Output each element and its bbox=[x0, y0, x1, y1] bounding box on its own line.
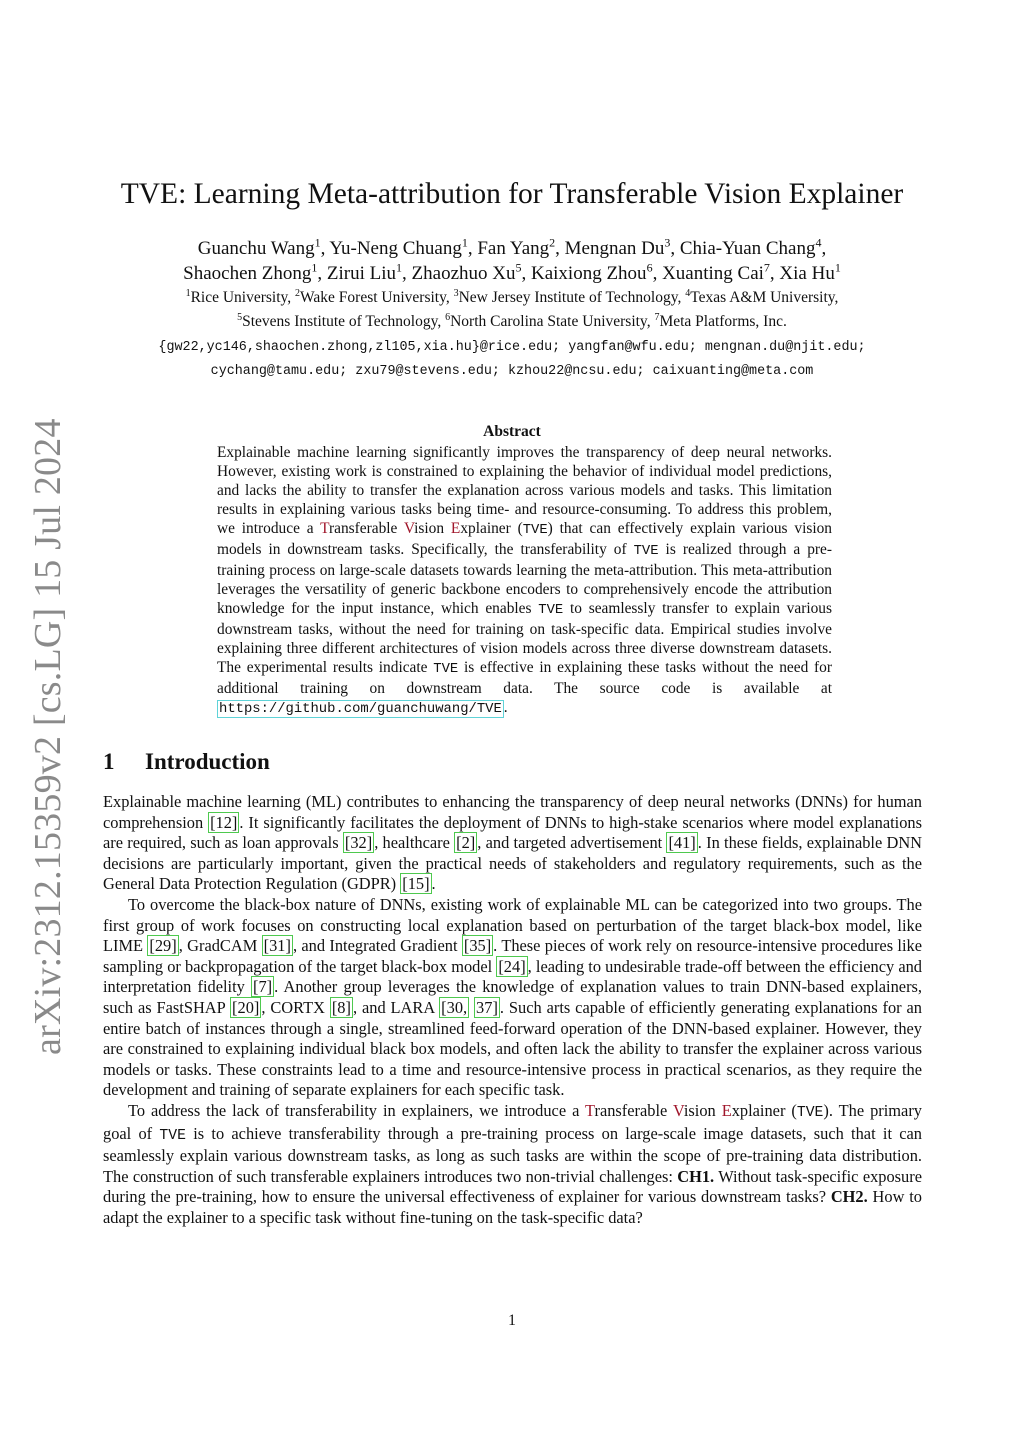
citation-link[interactable]: [12] bbox=[210, 812, 238, 832]
affiliation-name: Wake Forest University bbox=[300, 289, 446, 306]
abstract-heading: Abstract bbox=[483, 423, 541, 440]
citation-link[interactable]: [29] bbox=[149, 936, 177, 956]
author-name: Kaixiong Zhou bbox=[530, 263, 647, 284]
section-heading bbox=[103, 746, 270, 778]
email-line: {gw22,yc146,shaochen.zhong,zl105,xia.hu}@rice.edu; yangfan@wfu.edu; mengnan.du@njit.edu; bbox=[158, 340, 866, 355]
text-run: . In these fields, explainable DNN decisions are particularly important, given the practical needs of stakeholders and regulatory requirements, such as the General Data Protection Regulation (GDPR) bbox=[103, 833, 923, 894]
affiliation-name: New Jersey Institute of Technology bbox=[458, 289, 678, 306]
citation-link[interactable]: [32] bbox=[344, 833, 373, 853]
text-run: is effective in explaining these tasks without the need for additional training on downstream data. The source code is available at bbox=[217, 659, 832, 697]
author-name: Xuanting Cai bbox=[662, 263, 764, 284]
author-name: Shaochen Zhong bbox=[183, 263, 312, 284]
email-line: cychang@tamu.edu; zxu79@stevens.edu; kzhou22@ncsu.edu; caixuanting@meta.com bbox=[210, 364, 814, 379]
acronym-letter: T bbox=[320, 520, 330, 537]
author-name: Mengnan Du bbox=[564, 238, 665, 259]
affiliation-line: $^5$Stevens Institute of Technology, $^6$North Carolina State University, $^7$Meta Platforms, Inc. bbox=[237, 311, 787, 330]
author-name: Fan Yang bbox=[477, 238, 550, 259]
author-affiliation-marker: 1 bbox=[834, 260, 841, 275]
author-affiliation-marker: 3 bbox=[664, 235, 671, 250]
citation-link[interactable]: [30, bbox=[441, 997, 468, 1017]
author-name: Guanchu Wang bbox=[197, 238, 315, 259]
paragraph bbox=[103, 895, 922, 1101]
citation-link[interactable]: [24] bbox=[498, 956, 526, 976]
affiliation-marker: 6 bbox=[445, 311, 451, 323]
affiliation-line: $^1$Rice University, $^2$Wake Forest University, $^3$New Jersey Institute of Technology, $^4$Texas A&M University, bbox=[185, 287, 839, 306]
author-affiliation-marker: 1 bbox=[311, 260, 318, 275]
acronym-letter: V bbox=[403, 520, 415, 537]
text-run: To overcome the black-box nature of DNNs, existing work of explainable ML can be categorized into two groups. The first group of work focuses on constructing local explanation based on perturbation of the target black-box model, like LIME bbox=[103, 894, 922, 956]
text-run: Explainable machine learning significantly improves the transparency of deep neural networks. However, existing work is constrained to explaining the behavior of individual model predictions, and lacks the ability to transfer the explanation across various models and tasks. This limitation results in explaining various tasks being time- and resource-consuming. To address this problem, we introduce a bbox=[217, 444, 832, 537]
page-number: 1 bbox=[508, 1312, 516, 1329]
acronym-letter: E bbox=[721, 1100, 732, 1120]
citation-link[interactable]: [35] bbox=[463, 936, 492, 956]
arxiv-identifier: arXiv:2312.15359v2 [cs.LG] 15 Jul 2024 bbox=[27, 418, 69, 1055]
abstract-body bbox=[217, 443, 832, 719]
acronym-letter: E bbox=[450, 520, 461, 537]
source-code-link[interactable]: https://github.com/guanchuwang/TVE bbox=[219, 701, 502, 717]
text-run: ransferable bbox=[594, 1100, 673, 1120]
affiliation-name: Meta Platforms, Inc. bbox=[659, 313, 787, 330]
affiliation-marker: 5 bbox=[237, 311, 243, 323]
affiliation-name: Stevens Institute of Technology bbox=[242, 313, 438, 330]
affiliation-name: Rice University bbox=[190, 289, 288, 306]
text-run: . Another group leverages the knowledge of explanation values to train DNN-based explainers, such as FastSHAP bbox=[103, 977, 922, 1017]
text-run: is to achieve transferability through a pre-training process on large-scale image datasets, such that it can seamlessly explain various downstream tasks, as long as such tasks are within the scope of pre-training data distribution. The construction of such transferable explainers introduces two non-trivial challenges: bbox=[103, 1123, 922, 1186]
affiliation-marker: 1 bbox=[185, 287, 191, 299]
text-run: , leading to undesirable trade-off between the efficiency and interpretation fidelity bbox=[103, 956, 922, 997]
author-affiliation-marker: 1 bbox=[314, 235, 321, 250]
author-line: Guanchu Wang$^1$, Yu-Neng Chuang$^1$, Fan Yang$^2$, Mengnan Du$^3$, Chia-Yuan Chang$^4$, bbox=[197, 235, 827, 259]
acronym-letter: V bbox=[672, 1100, 684, 1120]
affiliation-marker: 2 bbox=[295, 287, 301, 299]
citation-link[interactable]: 37] bbox=[476, 997, 498, 1017]
citation-link[interactable]: [8] bbox=[331, 997, 351, 1017]
email-list bbox=[0, 336, 1024, 384]
text-run: ) that can effectively explain various vision models in downstream tasks. Specifically, the transferability of bbox=[217, 520, 832, 558]
citation-link[interactable]: [31] bbox=[263, 936, 291, 956]
author-name: Zirui Liu bbox=[326, 263, 397, 284]
text-run: to seamlessly transfer to explain various downstream tasks, without the need for training on task-specific data. Empirical studies involve explaining three different architectures of vision models across three diverse downstream datasets. The experimental results indicate bbox=[217, 600, 832, 676]
text-run: . bbox=[431, 874, 436, 894]
challenge-label: CH2. bbox=[830, 1187, 868, 1207]
citation-link[interactable]: [20] bbox=[232, 997, 260, 1017]
affiliation-marker: 4 bbox=[685, 287, 691, 299]
author-affiliation-marker: 4 bbox=[815, 235, 822, 250]
author-affiliation-marker: 1 bbox=[396, 260, 403, 275]
text-run: How to adapt the explainer to a specific task without fine-tuning on the task-specific data? bbox=[103, 1187, 922, 1227]
affiliation-list bbox=[0, 286, 1024, 334]
author-affiliation-marker: 5 bbox=[515, 260, 522, 275]
text-run: ). The primary goal of bbox=[103, 1100, 922, 1143]
citation-link[interactable]: [15] bbox=[402, 874, 430, 894]
author-affiliation-marker: 2 bbox=[549, 235, 556, 250]
text-run: , CORTX bbox=[261, 997, 330, 1017]
text-run: xplainer ( bbox=[460, 520, 523, 537]
text-run: Explainable machine learning (ML) contributes to enhancing the transparency of deep neural networks (DNNs) for human comprehension bbox=[103, 792, 922, 832]
text-run: . bbox=[503, 699, 508, 716]
citation-link[interactable]: [7] bbox=[253, 977, 273, 997]
method-name: TVE bbox=[538, 602, 564, 618]
method-name: TVE bbox=[522, 522, 548, 538]
author-name: Zhaozhuo Xu bbox=[411, 263, 516, 284]
text-run: . It significantly facilitates the deployment of DNNs to high-stake scenarios where model explanations are required, such as loan approvals bbox=[103, 812, 923, 853]
method-name: TVE bbox=[796, 1104, 824, 1121]
text-run: , healthcare bbox=[374, 833, 455, 853]
author-affiliation-marker: 1 bbox=[461, 235, 468, 250]
acronym-letter: T bbox=[585, 1100, 595, 1120]
citation-link[interactable]: [2] bbox=[456, 833, 476, 853]
method-name: TVE bbox=[433, 661, 459, 677]
section-number: 1 bbox=[103, 749, 115, 774]
author-name: Chia-Yuan Chang bbox=[679, 238, 816, 259]
paragraph bbox=[103, 792, 922, 895]
text-run: ision bbox=[683, 1100, 722, 1120]
text-run: ision bbox=[414, 520, 451, 537]
text-run: , and Integrated Gradient bbox=[292, 936, 462, 956]
paragraph bbox=[103, 1101, 922, 1229]
method-name: TVE bbox=[633, 543, 659, 559]
text-run: , GradCAM bbox=[178, 936, 262, 956]
affiliation-marker: 7 bbox=[654, 311, 660, 323]
method-name: TVE bbox=[159, 1127, 186, 1144]
text-run: , and targeted advertisement bbox=[477, 833, 667, 853]
affiliation-name: Texas A&M University bbox=[690, 289, 835, 306]
affiliation-marker: 3 bbox=[453, 287, 459, 299]
text-run: , and LARA bbox=[352, 997, 440, 1017]
text-run: To address the lack of transferability in explainers, we introduce a bbox=[128, 1100, 586, 1120]
section-title: Introduction bbox=[145, 749, 270, 774]
text-run: xplainer ( bbox=[731, 1100, 797, 1120]
text-run: . These pieces of work rely on resource-intensive procedures like sampling or backpropagation of the target black-box model bbox=[103, 936, 922, 976]
introduction-body bbox=[103, 792, 922, 1228]
affiliation-name: North Carolina State University bbox=[450, 313, 647, 330]
text-run: Without task-specific exposure during the pre-training, how to ensure the universal effectiveness of explainer for various downstream tasks? bbox=[103, 1166, 922, 1207]
paper-title: TVE: Learning Meta-attribution for Transferable Vision Explainer bbox=[120, 178, 904, 210]
challenge-label: CH1. bbox=[677, 1166, 715, 1186]
author-affiliation-marker: 7 bbox=[763, 260, 770, 275]
author-list bbox=[0, 236, 1024, 286]
text-run: . Such arts capable of efficiently generating explanations for an entire batch of instances through a single, streamlined feed-forward operation of the DNN-based explainer. However, they are constrained to explaining individual black box models, and often lack the ability to transfer the explainer across various models or tasks. These constraints lead to a time and resource-intensive process in practical scenarios, as they require the development and training of separate explainers for each specific task. bbox=[103, 997, 922, 1100]
author-name: Xia Hu bbox=[779, 263, 835, 284]
author-affiliation-marker: 6 bbox=[646, 260, 653, 275]
author-name: Yu-Neng Chuang bbox=[329, 238, 462, 259]
citation-link[interactable]: [41] bbox=[668, 833, 696, 853]
author-line: Shaochen Zhong$^1$, Zirui Liu$^1$, Zhaozhuo Xu$^5$, Kaixiong Zhou$^6$, Xuanting Cai$^7$, Xia Hu$^1$ bbox=[183, 260, 841, 284]
text-run: ransferable bbox=[329, 520, 404, 537]
text-run: is realized through a pre-training process on large-scale datasets towards learning the meta-attribution. This meta-attribution leverages the versatility of generic backbone encoders to comprehensively encode the attribution knowledge for the input instance, which enables bbox=[217, 541, 832, 617]
